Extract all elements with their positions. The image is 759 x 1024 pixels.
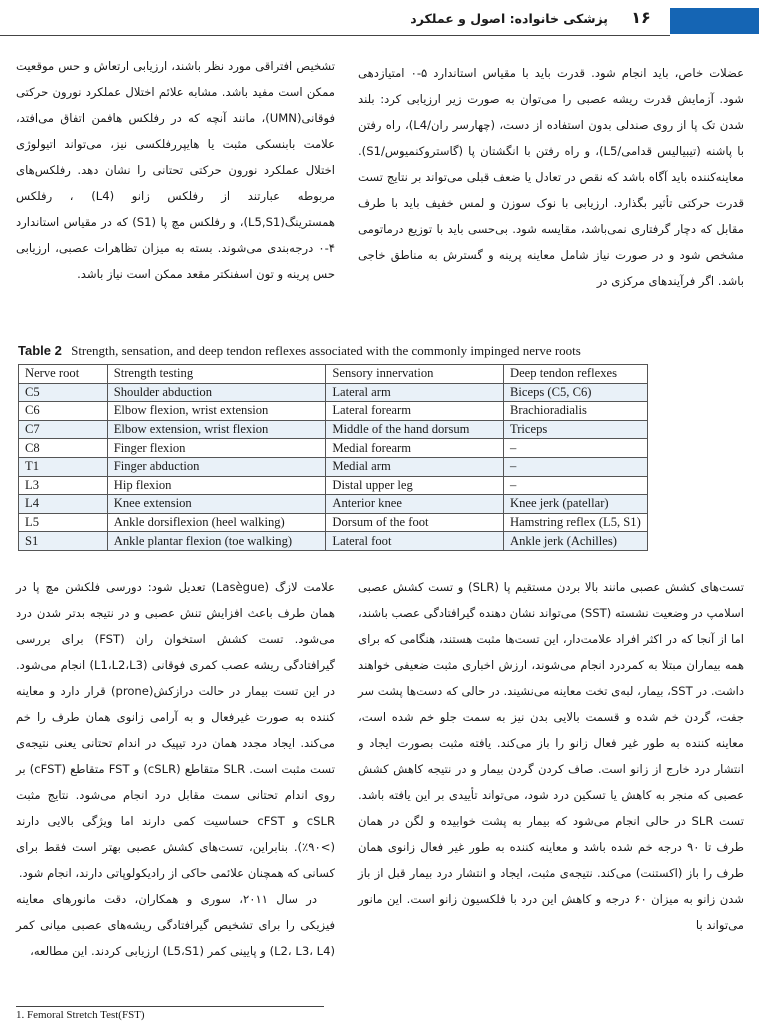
footnote: 1. Femoral Stretch Test(FST) xyxy=(16,1009,145,1021)
table-cell: L5 xyxy=(19,513,108,532)
table-cell: Dorsum of the foot xyxy=(326,513,504,532)
table-cell: Knee jerk (patellar) xyxy=(503,495,647,514)
paragraph: در سال ۲۰۱۱، سوری و همکاران، دقت مانورهای معاینه فیزیکی را برای تشخیص گیرافتادگی ریشه‌های عصبی میانی کمر (L2، L3، L4) و پایینی کمر (L5،S1) ارزیابی کردند. این مطالعه، xyxy=(16,892,335,958)
nerve-root-table xyxy=(18,364,648,551)
table-row xyxy=(19,495,648,514)
header-rule xyxy=(0,35,670,36)
table-cell: Medial forearm xyxy=(326,439,504,458)
table-cell: Knee extension xyxy=(107,495,326,514)
table-row xyxy=(19,457,648,476)
table-header-row xyxy=(19,365,648,384)
column-header: Strength testing xyxy=(107,365,326,384)
paragraph: تشخیص افتراقی مورد نظر باشند، ارزیابی ارتعاش و حس موقعیت ممکن است مفید باشد. مشابه علائم اختلال عملکرد نورون حرکتی فوقانی(UMN)، مانند آنچه که در رفلکس هافمن اتفاق می‌افتد، علامت بابنسکی مثبت یا هایپررفلکسی نیز، می‌تواند اتیولوژی اختلال عملکرد نورون حرکتی تحتانی را نشان دهد. رفلکس‌های مربوطه عبارتند از رفلکس زانو (L4) ، رفلکس همسترینگ(L5,S1)، و رفلکس مچ پا (S1) که در مقیاس استاندارد ۴-۰ درجه‌بندی می‌شوند. بسته به میزان تظاهرات عصبی، ارزیابی حس پرینه و تون اسفنکتر مقعد ممکن است نیاز باشد. xyxy=(16,59,335,281)
header-color-bar xyxy=(670,8,759,34)
right-column-bottom xyxy=(358,574,744,938)
table-caption xyxy=(18,343,718,359)
table-cell: L4 xyxy=(19,495,108,514)
table-cell: Medial arm xyxy=(326,457,504,476)
footnote-rule xyxy=(16,1006,324,1007)
page-number: ۱۶ xyxy=(631,8,651,27)
table-cell: Hamstring reflex (L5, S1) xyxy=(503,513,647,532)
table-cell: Finger flexion xyxy=(107,439,326,458)
table-cell: – xyxy=(503,439,647,458)
paragraph: عضلات خاص، باید انجام شود. قدرت باید با مقیاس استاندارد ۵-۰ امتیازدهی شود. آزمایش قدرت ریشه عصبی را می‌توان به صورت زیر ارزیابی کرد: بلند شدن تک پا از روی صندلی بدون استفاده از دست، (چهارسر ران/L4)، راه رفتن با پاشنه (تیبیالیس قدامی/L5)، و راه رفتن با انگشتان پا (گاستروکنمیوس/S1). معاینه‌کننده باید آگاه باشد که نقص در تعادل یا ضعف قبلی می‌تواند بر نتایج تست قدرت حرکتی تأثیر بگذارد. ارزیابی با نوک سوزن و لمس خفیف باید با طرف مقابل که دچار گرفتاری نمی‌باشد، مقایسه شود. بی‌حسی باید با توزیع درماتومی مشخص شود و در صورت نیاز شامل معاینه پرینه و گسترش به مناطق خاجی باشد. اگر فرآیندهای مرکزی در xyxy=(358,66,745,288)
table-row xyxy=(19,439,648,458)
paragraph: تست‌های کشش عصبی مانند بالا بردن مستقیم پا (SLR) و تست کشش عصبی اسلامپ در وضعیت نشسته (SST) می‌تواند نشان دهنده گیرافتادگی عصب باشند، اما از آنجا که در اکثر افراد علامت‌دار، این تست‌ها مثبت هستند، هنگامی که برای همه بیماران مبتلا به کمردرد انجام می‌شوند، ارزش اخباری مثبت ضعیفی خواهند داشت. در SST، بیمار، لبه‌ی تخت معاینه می‌نشیند. در حالی که دست‌ها پشت سر جفت، گردن خم شده و قسمت بالایی بدن نیز به سمت جلو خم شده است، معاینه کننده به طور غیر فعال زانو را باز می‌کند. یافته مثبت بصورت ایجاد و انتشار درد خارج از زانو است. صاف کردن گردن بیمار و در نتیجه کاهش کشش عصبی که منجر به کاهش یا تسکین درد شود، می‌تواند تأییدی بر این یافته باشد. تست SLR در حالی انجام می‌شود که بیمار به پشت خوابیده و لگن در همان طرف تا ۹۰ درجه خم شده باشد و معاینه کننده به طور غیر فعال زانوی همان طرف را باز (اکستنت) می‌کند. نتیجه‌ی مثبت، ایجاد و انتشار درد بیمار قبل از باز شدن زانو به میزان ۶۰ درجه و کاهش این درد با فلکسیون زانو است. این مانور می‌تواند با xyxy=(358,580,745,932)
table-row xyxy=(19,513,648,532)
table-label: Table 2 xyxy=(18,343,62,358)
table-cell: C5 xyxy=(19,383,108,402)
table-cell: S1 xyxy=(19,532,108,551)
table-cell: Elbow flexion, wrist extension xyxy=(107,402,326,421)
table-cell: C7 xyxy=(19,420,108,439)
table-cell: Anterior knee xyxy=(326,495,504,514)
running-title: پزشکی خانواده: اصول و عملکرد xyxy=(410,11,608,26)
table-row xyxy=(19,420,648,439)
table-cell: Shoulder abduction xyxy=(107,383,326,402)
table-cell: Finger abduction xyxy=(107,457,326,476)
table-row xyxy=(19,532,648,551)
left-column-top xyxy=(16,53,335,287)
table-row xyxy=(19,402,648,421)
table-cell: Lateral foot xyxy=(326,532,504,551)
table-cell: Lateral arm xyxy=(326,383,504,402)
table-cell: L3 xyxy=(19,476,108,495)
table-cell: Lateral forearm xyxy=(326,402,504,421)
table-cell: – xyxy=(503,457,647,476)
table-cell: Ankle dorsiflexion (heel walking) xyxy=(107,513,326,532)
paragraph: علامت لازگ (Lasègue) تعدیل شود: دورسی فلکشن مچ پا در همان طرف باعث افزایش تنش عصبی و در نتیجه بدتر شدن درد می‌شود. تست کشش استخوان ران (FST) برای بررسی گیرافتادگی ریشه عصب کمری فوقانی (L1،L2،L3) انجام می‌شود. در این تست بیمار در حالت درازکش(prone) قرار دارد و معاینه کننده به صورت غیرفعال و به آرامی زانوی همان طرف را خم می‌کند. ایجاد مجدد همان درد تیپیک در اندام تحتانی یعنی نتیجه‌ی تست مثبت است. SLR متقاطع (cSLR) و FST متقاطع (cFST) بر روی اندام تحتانی سمت مقابل درد انجام می‌شود. نتایج مثبت cSLR و cFST حساسیت کمی دارند اما ویژگی بالایی دارند (>۹۰٪). بنابراین، تست‌های کشش عصبی بهتر است فقط برای کسانی که همچنان علائمی حاکی از رادیکولوپاتی دارند، انجام شود. xyxy=(16,580,336,880)
table-cell: Middle of the hand dorsum xyxy=(326,420,504,439)
table-caption-text: Strength, sensation, and deep tendon reflexes associated with the commonly impinged nerve roots xyxy=(71,343,581,358)
column-header: Sensory innervation xyxy=(326,365,504,384)
column-header: Deep tendon reflexes xyxy=(503,365,647,384)
table-cell: Ankle jerk (Achilles) xyxy=(503,532,647,551)
left-column-bottom xyxy=(16,574,335,964)
table-cell: C8 xyxy=(19,439,108,458)
table-cell: Hip flexion xyxy=(107,476,326,495)
column-header: Nerve root xyxy=(19,365,108,384)
table-cell: Distal upper leg xyxy=(326,476,504,495)
table-cell: Ankle plantar flexion (toe walking) xyxy=(107,532,326,551)
table-cell: Biceps (C5, C6) xyxy=(503,383,647,402)
table-cell: Elbow extension, wrist flexion xyxy=(107,420,326,439)
table-cell: – xyxy=(503,476,647,495)
table-row xyxy=(19,383,648,402)
table-cell: Brachioradialis xyxy=(503,402,647,421)
table-cell: T1 xyxy=(19,457,108,476)
table-row xyxy=(19,476,648,495)
right-column-top xyxy=(358,60,744,294)
table-cell: C6 xyxy=(19,402,108,421)
table-cell: Triceps xyxy=(503,420,647,439)
